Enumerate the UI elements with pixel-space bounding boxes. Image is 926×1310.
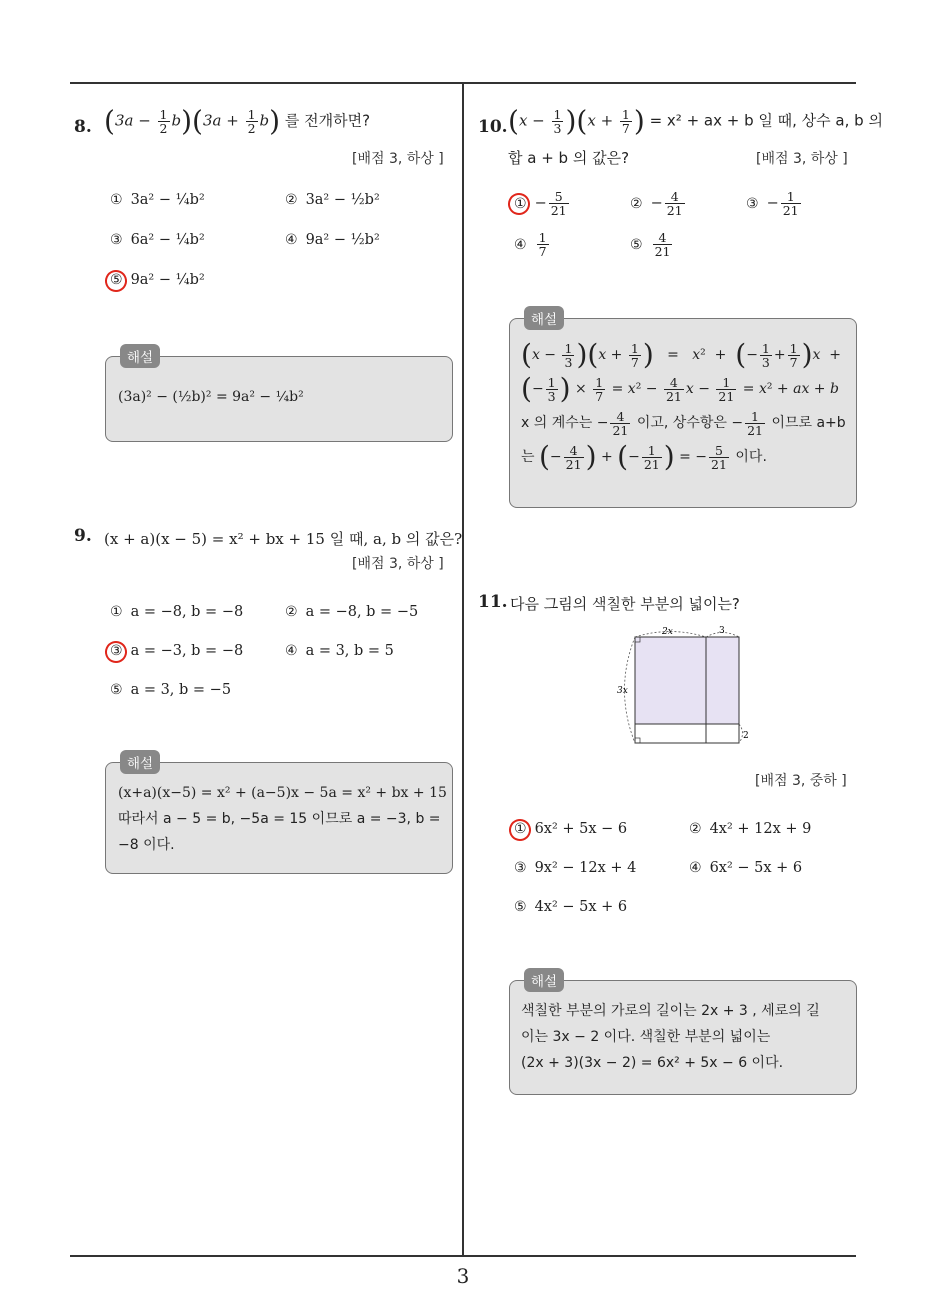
q10-prompt-suffix: = x² + ax + b 일 때, 상수 a, b 의	[649, 111, 883, 130]
q9-number: 9.	[74, 526, 92, 546]
q11-solution-line3: (2x + 3)(3x − 2) = 6x² + 5x − 6 이다.	[521, 1055, 784, 1071]
q11-prompt: 다음 그림의 색칠한 부분의 넓이는?	[510, 595, 740, 613]
q9-option-3[interactable]: ③ a = −3, b = −8	[110, 643, 244, 659]
label-3: 3	[719, 626, 725, 636]
q11-solution-line2: 이는 3x − 2 이다. 색칠한 부분의 넓이는	[521, 1029, 771, 1045]
q10-option-1[interactable]: ① − $\frac{5}{21}$	[514, 189, 567, 218]
q9-option-1[interactable]: ① a = −8, b = −8	[110, 604, 244, 620]
q9-prompt: (x + a)(x − 5) = x² + bx + 15 일 때, a, b 의 값은?	[104, 530, 463, 548]
q11-option-5[interactable]: ⑤ 4x² − 5x + 6	[514, 899, 628, 915]
q9-option-4[interactable]: ④ a = 3, b = 5	[285, 643, 394, 659]
q8-option-2[interactable]: ② 3a² − ½b²	[285, 192, 380, 208]
q11-number: 11.	[478, 592, 508, 612]
q8-score: [배점 3, 하상 ]	[352, 151, 444, 167]
q8-option-5[interactable]: ⑤ 9a² − ¼b²	[110, 272, 205, 288]
q11-option-3[interactable]: ③ 9x² − 12x + 4	[514, 860, 637, 876]
q9-solution-line2: 따라서 a − 5 = b, −5a = 15 이므로 a = −3, b =	[118, 811, 441, 827]
shaded-region	[635, 637, 739, 724]
page-number: 3	[456, 1264, 470, 1288]
q10-solution-line3: x 의 계수는 − $\frac{4}{21}$ 이고, 상수항은 − $\frac{1}{21}$ 이므로 a+b	[521, 408, 846, 438]
q10-option-3[interactable]: ③ − $\frac{1}{21}$	[746, 189, 799, 218]
q10-solution-line2: (− $\frac{1}{3}$ ) × $\frac{1}{7}$ = x² − $\frac{4}{21}$ x − $\frac{1}{21}$ = x² + ax + b	[521, 372, 839, 405]
q9-option-5[interactable]: ⑤ a = 3, b = −5	[110, 682, 232, 698]
q10-option-2[interactable]: ② − $\frac{4}{21}$	[630, 189, 683, 218]
q10-solution-line1: (x − $\frac{1}{3}$ )(x + $\frac{1}{7}$ ) = x² + (− $\frac{1}{3}$ + $\frac{1}{7}$ )x +	[521, 338, 842, 371]
q8-number: 8.	[74, 117, 92, 137]
q8-option-3[interactable]: ③ 6a² − ¼b²	[110, 232, 205, 248]
q9-solution-tag: 해설	[120, 750, 160, 774]
q10-solution-line4: 는 (− $\frac{4}{21}$ ) + (− $\frac{1}{21}$ ) = − $\frac{5}{21}$ 이다.	[521, 440, 767, 473]
q10-option-5[interactable]: ⑤ $\frac{4}{21}$	[630, 230, 671, 259]
q8-solution-tag: 해설	[120, 344, 160, 368]
q11-figure	[612, 622, 752, 746]
q10-option-4[interactable]: ④ $\frac{1}{7}$	[514, 230, 547, 259]
q8-solution-text: (3a)² − (½b)² = 9a² − ¼b²	[118, 389, 304, 405]
q9-solution-line1: (x+a)(x−5) = x² + (a−5)x − 5a = x² + bx + 15	[118, 785, 447, 801]
q11-score: [배점 3, 중하 ]	[755, 773, 847, 789]
q9-solution-line3: −8 이다.	[118, 837, 175, 853]
q10-solution-text	[521, 338, 851, 474]
q8-prompt: (3a − $\frac{1}{2}$ b)(3a + $\frac{1}{2}$ b) 를 전개하면?	[104, 104, 371, 138]
q10-prompt-line2: 합 a + b 의 값은?	[508, 149, 630, 167]
label-2x: 2x	[662, 627, 673, 637]
q8-option-4[interactable]: ④ 9a² − ½b²	[285, 232, 380, 248]
q8-option-1[interactable]: ① 3a² − ¼b²	[110, 192, 205, 208]
q11-option-4[interactable]: ④ 6x² − 5x + 6	[689, 860, 803, 876]
label-2: 2	[743, 731, 749, 741]
label-3x: 3x	[617, 686, 628, 696]
q11-solution-line1: 색칠한 부분의 가로의 길이는 2x + 3 , 세로의 길	[521, 1003, 820, 1019]
q10-number: 10.	[478, 117, 508, 137]
q8-prompt-suffix: 를 전개하면?	[284, 111, 371, 130]
bottom-rule	[70, 1255, 856, 1257]
column-divider	[462, 84, 464, 1255]
q9-solution-text	[118, 780, 448, 858]
q10-prompt: (x − $\frac{1}{3}$ )(x + $\frac{1}{7}$ ) = x² + ax + b 일 때, 상수 a, b 의	[508, 104, 883, 138]
q10-solution-tag: 해설	[524, 306, 564, 330]
q10-score: [배점 3, 하상 ]	[756, 151, 848, 167]
q11-option-2[interactable]: ② 4x² + 12x + 9	[689, 821, 812, 837]
q9-score: [배점 3, 하상 ]	[352, 556, 444, 572]
q11-solution-text	[521, 998, 851, 1076]
q9-option-2[interactable]: ② a = −8, b = −5	[285, 604, 419, 620]
right-angle-bottom	[635, 738, 640, 743]
q11-option-1[interactable]: ① 6x² + 5x − 6	[514, 821, 628, 837]
q11-solution-tag: 해설	[524, 968, 564, 992]
